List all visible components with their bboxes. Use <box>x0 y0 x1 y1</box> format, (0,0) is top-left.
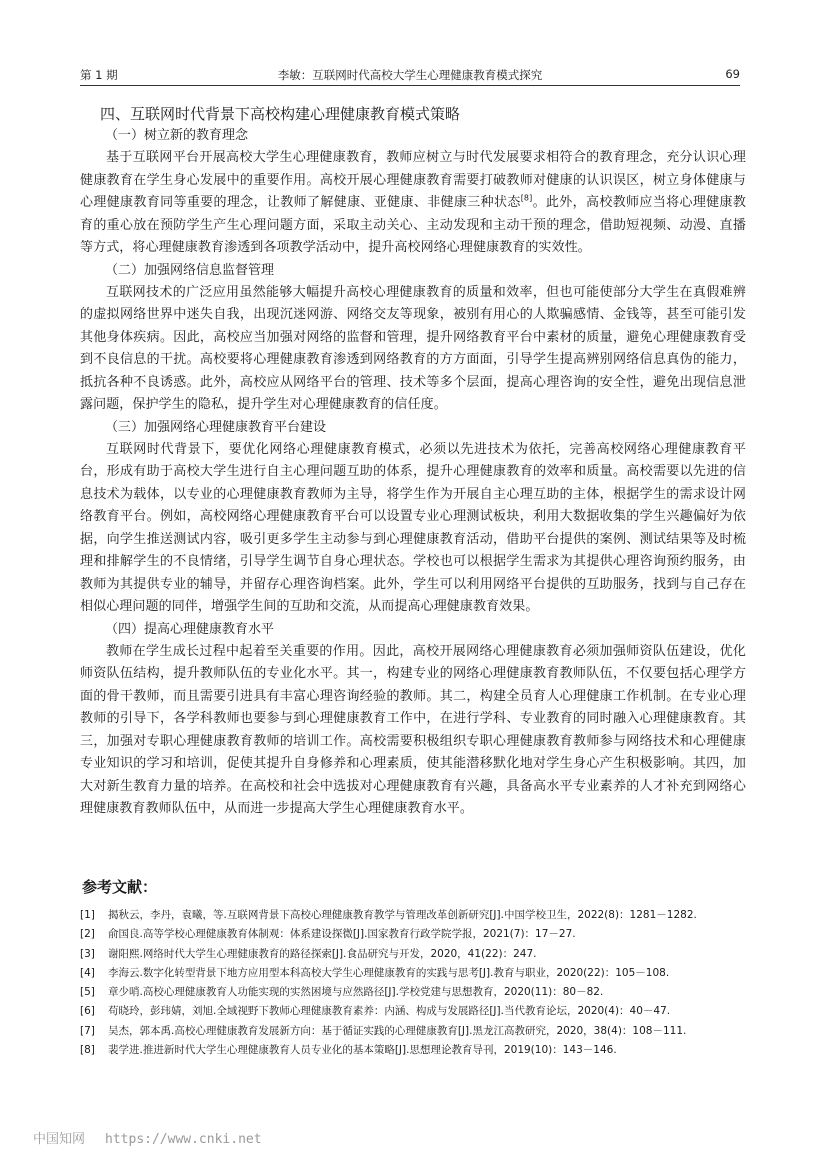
page-number: 69 <box>725 67 740 81</box>
reference-item: [4] 李海云.数字化转型背景下地方应用型本科高校大学生心理健康教育的实践与思考[J].教育与职业，2020(22)：105－108. <box>80 966 670 979</box>
references-title: 参考文献： <box>82 878 158 896</box>
paragraph-2: 互联网技术的广泛应用虽然能够大幅提升高校心理健康教育的质量和效率，但也可能使部分大学生在真假难辨的虚拟网络世界中迷失自我，出现沉迷网游、网络交友等现象，被别有用心的人欺骗感情、金钱等，甚至可能引发其他身体疾病。因此，高校应当加强对网络的监督和管理，提升网络教育平台中素材的质量，避免心理健康教育受到不良信息的干扰。高校要将心理健康教育渗透到网络教育的方方面面，引导学生提高辨别网络信息真伪的能力，抵抗各种不良诱惑。此外，高校应从网络平台的管理、技术等多个层面，提高心理咨询的安全性，避免出现信息泄露问题，保护学生的隐私，提升学生对心理健康教育的信任度。 <box>80 284 746 412</box>
section-title: 四、互联网时代背景下高校构建心理健康教育模式策略 <box>100 105 461 123</box>
reference-item: [3] 谢阳熙.网络时代大学生心理健康教育的路径探索[J].食品研究与开发，2020，41(22)：247. <box>80 947 537 960</box>
references <box>80 876 760 1060</box>
reference-item: [7] 吴杰，郭本禹.高校心理健康教育发展新方向：基于循证实践的心理健康教育[J].黑龙江高教研究，2020，38(4)：108－111. <box>80 1024 687 1037</box>
subsection-title-4: （四）提高心理健康教育水平 <box>105 621 275 637</box>
watermark-footer <box>33 1128 262 1147</box>
paragraph-4: 教师在学生成长过程中起着至关重要的作用。因此，高校开展网络心理健康教育必须加强师资队伍建设，优化师资队伍结构，提升教师队伍的专业化水平。其一，构建专业的网络心理健康教育教师队伍，不仅要包括心理学方面的骨干教师，而且需要引进具有丰富心理咨询经验的教师。其二，构建全员育人心理健康工作机制。在专业心理教师的引导下，各学科教师也要参与到心理健康教育工作中，在进行学科、专业教育的同时融入心理健康教育。其三，加强对专职心理健康教育教师的培训工作。高校需要积极组织专职心理健康教育教师参与网络技术和心理健康专业知识的学习和培训，促使其提升自身修养和心理素质，使其能潜移默化地对学生身心产生积极影响。其四，加大对新生教育力量的培养。在高校和社会中选拔对心理健康教育有兴趣，具备高水平专业素养的人才补充到网络心理健康教育教师队伍中，从而进一步提高大学生心理健康教育水平。 <box>80 643 746 816</box>
paragraph-3: 互联网时代背景下，要优化网络心理健康教育模式，必须以先进技术为依托，完善高校网络心理健康教育平台，形成有助于高校大学生进行自主心理问题互助的体系，提升心理健康教育的效率和质量。高校需要以先进的信息技术为载体，以专业的心理健康教育教师为主导，将学生作为开展自主心理互助的主体，根据学生的需求设计网络教育平台。例如，高校网络心理健康教育平台可以设置专业心理测试板块，利用大数据收集的学生兴趣偏好为依据，向学生推送测试内容，吸引更多学生主动参与到心理健康教育活动，借助平台提供的案例、测试结果等及时梳理和排解学生的不良情绪，引导学生调节自身心理状态。学校也可以根据学生需求为其提供心理咨询预约服务，由教师为其提供专业的辅导，并留存心理咨询档案。此外，学生可以利用网络平台提供的互助服务，找到与自己存在相似心理问题的同伴，增强学生间的互助和交流，从而提高心理健康教育效果。 <box>80 441 746 614</box>
subsection-title-1: （一）树立新的教育理念 <box>105 128 249 143</box>
cnki-brand: 中国知网 <box>33 1132 86 1147</box>
subsection-title-3: （三）加强网络心理健康教育平台建设 <box>105 419 327 435</box>
subsection-title-2: （二）加强网络信息监督管理 <box>105 262 275 278</box>
running-title: 李敏：互联网时代高校大学生心理健康教育模式探究 <box>277 68 543 82</box>
reference-item: [2] 俞国良.高等学校心理健康教育体制观：体系建设探微[J].国家教育行政学院学报，2021(7)：17－27. <box>80 928 576 941</box>
reference-item: [6] 苟晓玲，彭玮婧，刘旭.全域视野下教师心理健康教育素养：内涵、构成与发展路径[J].当代教育论坛，2020(4)：40－47. <box>80 1005 671 1018</box>
running-header <box>80 65 740 86</box>
reference-item: [8] 裴学进.推进新时代大学生心理健康教育人员专业化的基本策略[J].思想理论教育导刊，2019(10)：143－146. <box>80 1044 617 1057</box>
reference-item: [5] 章少哨.高校心理健康教育人功能实现的实然困境与应然路径[J].学校党建与思想教育，2020(11)：80－82. <box>80 986 604 999</box>
reference-item: [1] 揭秋云，李丹，袁曦，等.互联网背景下高校心理健康教育教学与管理改革创新研究[J].中国学校卫生，2022(8)：1281－1282. <box>80 909 697 921</box>
issue-label: 第 1 期 <box>80 68 118 82</box>
article-body <box>80 103 746 821</box>
paragraph-1: 基于互联网平台开展高校大学生心理健康教育，教师应树立与时代发展要求相符合的教育理念，充分认识心理健康教育在学生身心发展中的重要作用。高校开展心理健康教育需要打破教师对健康的认识误区，树立身体健康与心理健康教育同等重要的理念，让教师了解健康、亚健康、非健康三种状态[8]。此外，高校教师应当将心理健康教育的重心放在预防学生产生心理问题方面，采取主动关心、主动发现和主动干预的理念，借助短视频、动漫、直播等方式，将心理健康教育渗透到各项教学活动中，提升高校网络心理健康教育的实效性。 <box>80 150 746 255</box>
cnki-url[interactable]: https://www.cnki.net <box>105 1132 262 1147</box>
citation-8[interactable]: [8] <box>520 193 533 203</box>
